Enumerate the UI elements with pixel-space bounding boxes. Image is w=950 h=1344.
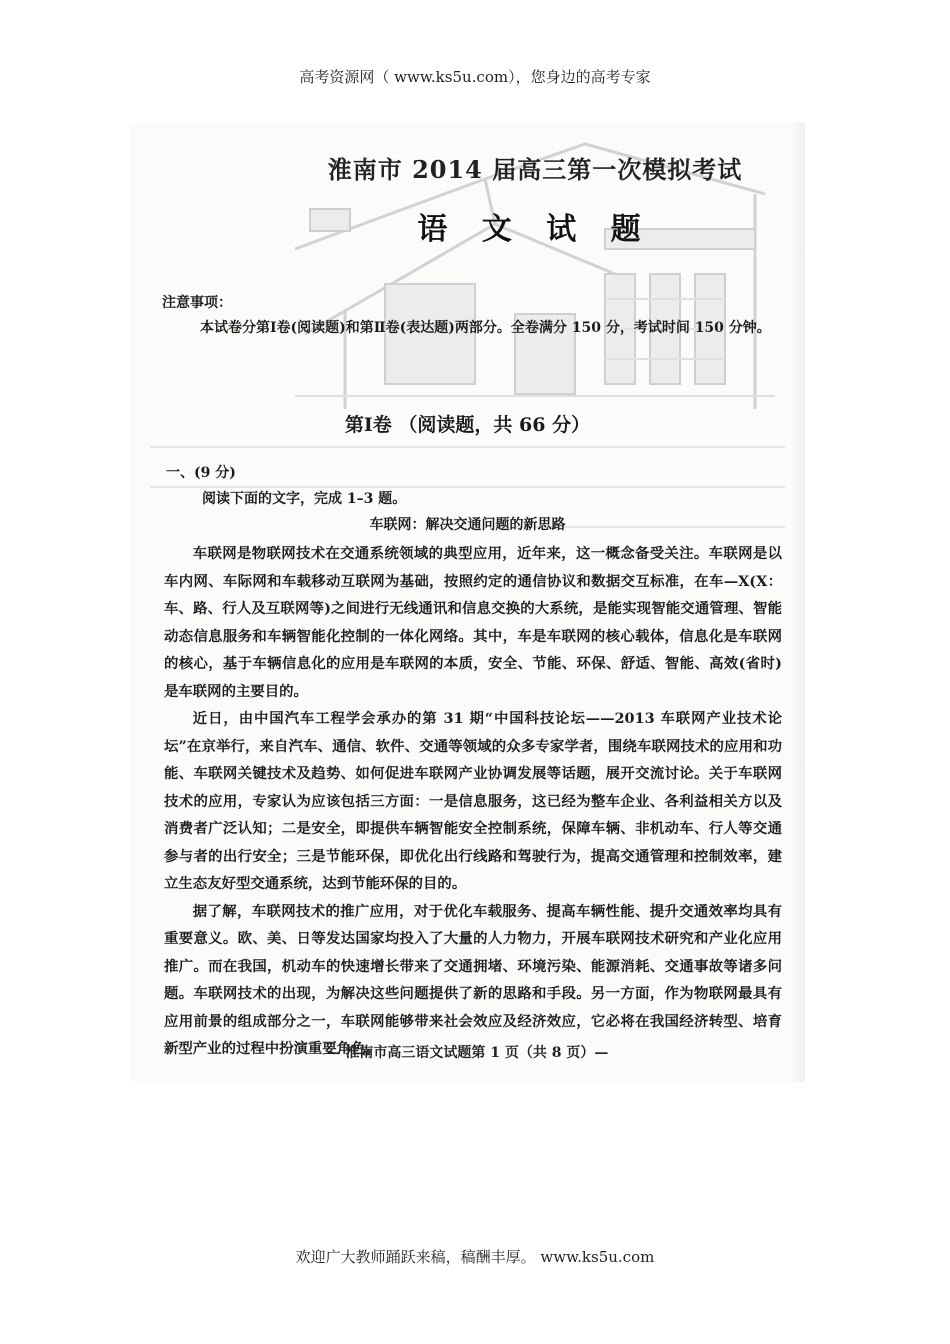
article-paragraph: 车联网是物联网技术在交通系统领域的典型应用，近年来，这一概念备受关注。车联网是以车内网、车际网和车载移动互联网为基础，按照约定的通信协议和数据交互标准，在车—X(X：车、路、行人及互联网等)之间进行无线通讯和信息交换的大系统，是能实现智能交通管理、智能动态信息服务和车辆智能化控制的一体化网络。其中，车是车联网的核心载体，信息化是车联网的核心，基于车辆信息化的应用是车联网的本质，安全、节能、环保、舒适、智能、高效(省时)是车联网的主要目的。 bbox=[164, 545, 782, 700]
exam-title: 淮南市 2014 届高三第一次模拟考试 bbox=[327, 155, 743, 184]
article-title: 车联网：解决交通问题的新思路 bbox=[369, 517, 566, 533]
scan-edge-shadow bbox=[791, 122, 805, 1082]
page-number-footer: — 淮南市高三语文试题第 1 页（共 8 页）— bbox=[326, 1045, 609, 1061]
article-paragraph: 近日，由中国汽车工程学会承办的第 31 期“中国科技论坛——2013 车联网产业技术论坛”在京举行，来自汽车、通信、软件、交通等领域的众多专家学者，围绕车联网技术的应用和功能、车联网关键技术及趋势、如何促进车联网产业协调发展等话题，展开交流讨论。关于车联网技术的应用，专家认为应该包括三方面：一是信息服务，这已经为整车企业、各利益相关方以及消费者广泛认知；二是安全，即提供车辆智能安全控制系统，保障车辆、非机动车、行人等交通参与者的出行安全；三是节能环保，即优化出行线路和驾驶行为，提高交通管理和控制效率，建立生态友好型交通系统，达到节能环保的目的。 bbox=[164, 710, 782, 892]
notice-heading: 注意事项： bbox=[162, 295, 232, 311]
site-footer: 欢迎广大教师踊跃来稿，稿酬丰厚。 www.ks5u.com bbox=[295, 1248, 655, 1266]
bleed-through-lines bbox=[130, 417, 805, 557]
subject-title: 语 文 试 题 bbox=[417, 212, 653, 247]
part-title: 第Ⅰ卷 （阅读题，共 66 分） bbox=[344, 414, 591, 436]
article-paragraph: 据了解，车联网技术的推广应用，对于优化车载服务、提高车辆性能、提升交通效率均具有重要意义。欧、美、日等发达国家均投入了大量的人力物力，开展车联网技术研究和产业化应用推广。而在我国，机动车的快速增长带来了交通拥堵、环境污染、能源消耗、交通事故等诸多问题。车联网技术的出现，为解决这些问题提供了新的思路和手段。另一方面，作为物联网最具有应用前景的组成部分之一，车联网能够带来社会效应及经济效应，它必将在我国经济转型、培育新型产业的过程中扮演重要角色。 bbox=[164, 902, 782, 1057]
notice-text: 本试卷分第Ⅰ卷(阅读题)和第Ⅱ卷(表达题)两部分。全卷满分 150 分，考试时间 150 分钟。 bbox=[200, 320, 771, 336]
site-header: 高考资源网（ www.ks5u.com），您身边的高考专家 bbox=[299, 68, 651, 86]
article-body bbox=[164, 540, 782, 1063]
reading-instruction: 阅读下面的文字，完成 1–3 题。 bbox=[202, 491, 407, 507]
scanned-exam-page bbox=[130, 122, 805, 1082]
section-label: 一、(9 分) bbox=[166, 465, 236, 481]
